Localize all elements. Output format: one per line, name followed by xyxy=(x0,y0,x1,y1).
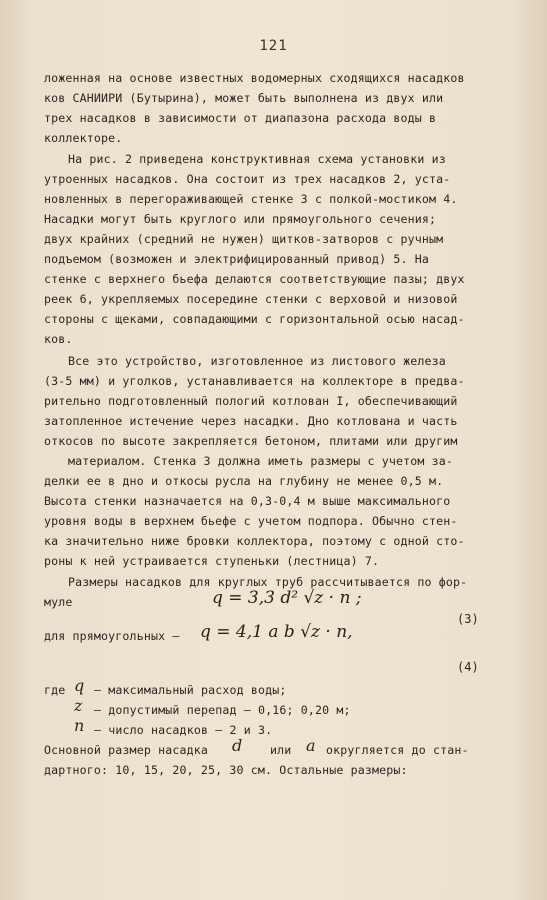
text-line: Все это устройство, изготовленное из листового железа xyxy=(68,354,446,368)
page-number: 121 xyxy=(259,38,288,54)
symbol-d-glyph: d xyxy=(232,736,243,755)
symbol-n xyxy=(74,716,85,735)
text-line: Основной размер насадка xyxy=(44,743,208,757)
symbol-n-glyph: n xyxy=(74,716,85,735)
text-line: или xyxy=(270,743,292,757)
text-line: (3-5 мм) и уголков, устанавливается на коллекторе в предва- xyxy=(44,374,465,388)
where-prefix: где xyxy=(44,683,66,697)
text-line: для прямоугольных – xyxy=(44,629,180,643)
text-line: реек 6, укрепляемых посередине стенки с верховой и низовой xyxy=(44,292,458,306)
text-line: двух крайних (средний не нужен) щитков-затворов с ручным xyxy=(44,232,444,246)
symbol-q xyxy=(74,676,85,695)
equation-number: (3) xyxy=(457,612,479,626)
text-line: новленных в перегораживающей стенке 3 с полкой-мостиком 4. xyxy=(44,192,458,206)
text-line: уровня воды в верхнем бьефе с учетом подпора. Обычно стен- xyxy=(44,514,458,528)
text-line: – максимальный расход воды; xyxy=(94,683,287,697)
text-line: трех насадков в зависимости от диапазона расхода воды в xyxy=(44,111,437,125)
symbol-a-glyph: a xyxy=(306,736,316,755)
text-line: коллекторе. xyxy=(44,131,123,145)
text-line: рительно подготовленный пологий котлован I, обеспечивающий xyxy=(44,394,458,408)
text-line: подъемом (возможен и электрифицированный привод) 5. На xyxy=(44,252,430,266)
symbol-z xyxy=(74,696,83,715)
text-line: муле xyxy=(44,595,73,609)
equation-number: (4) xyxy=(457,660,479,674)
text-line: затопленное истечение через насадки. Дно котлована и часть xyxy=(44,414,458,428)
formula-round: q = 3,3 d² √z · n ; xyxy=(212,588,362,608)
text-line: ков САНИИРИ (Бутырина), может быть выполнена из двух или xyxy=(44,91,444,105)
text-line: роны к ней устраивается ступеньки (лестница) 7. xyxy=(44,554,380,568)
text-line: На рис. 2 приведена конструктивная схема установки из xyxy=(68,152,446,166)
symbol-a xyxy=(306,736,316,755)
text-line: утроенных насадков. Она состоит из трех насадков 2, уста- xyxy=(44,172,451,186)
symbol-q-glyph: q xyxy=(74,676,85,695)
text-line: – допустимый перепад – 0,16; 0,20 м; xyxy=(94,703,351,717)
text-line: Размеры насадков для круглых труб рассчитывается по фор- xyxy=(68,575,468,589)
text-line: стенке с верхнего бьефа делаются соответствующие пазы; двух xyxy=(44,272,465,286)
text-line: откосов по высоте закрепляется бетоном, плитами или другим xyxy=(44,434,458,448)
text-line: Насадки могут быть круглого или прямоугольного сечения; xyxy=(44,212,437,226)
text-line: материалом. Стенка 3 должна иметь размеры с учетом за- xyxy=(68,454,454,468)
text-line: стороны с щеками, совпадающими с горизонтальной осью насад- xyxy=(44,312,465,326)
symbol-d xyxy=(232,736,243,755)
text-line: делки ее в дно и откосы русла на глубину не менее 0,5 м. xyxy=(44,474,444,488)
text-line: округляется до стан- xyxy=(326,743,469,757)
text-line: ложенная на основе известных водомерных сходящихся насадков xyxy=(44,71,465,85)
text-line: – число насадков – 2 и 3. xyxy=(94,723,273,737)
text-line: ка значительно ниже бровки коллектора, поэтому с одной сто- xyxy=(44,534,465,548)
formula-rect: q = 4,1 a b √z · n, xyxy=(200,622,353,642)
text-line: ков. xyxy=(44,332,73,346)
symbol-z-glyph: z xyxy=(74,696,83,715)
text-line: дартного: 10, 15, 20, 25, 30 см. Остальные размеры: xyxy=(44,763,408,777)
text-line: Высота стенки назначается на 0,3-0,4 м выше максимального xyxy=(44,494,451,508)
